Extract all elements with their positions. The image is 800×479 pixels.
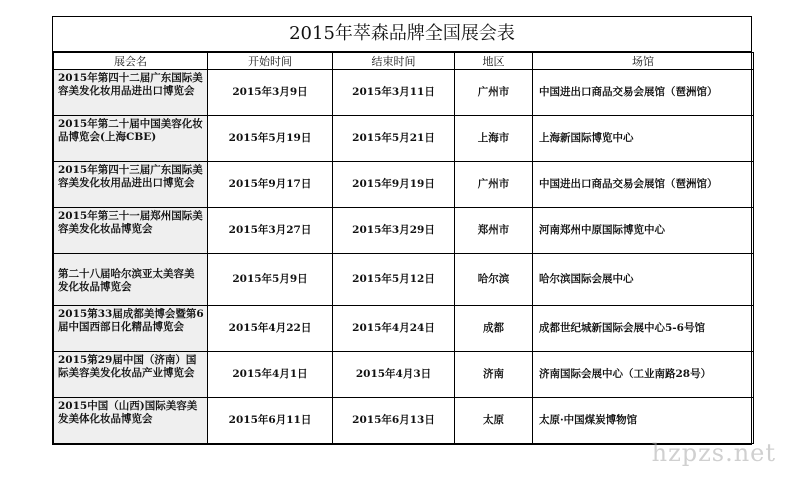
end-date: 2015年4月3日: [333, 352, 455, 398]
end-date: 2015年3月29日: [333, 208, 455, 254]
venue: 上海新国际博览中心: [533, 116, 754, 162]
header-name: 展会名: [54, 53, 208, 70]
end-date: 2015年4月24日: [333, 306, 455, 352]
exhibition-table: [52, 16, 752, 445]
start-date: 2015年9月17日: [208, 162, 333, 208]
header-region: 地区: [455, 53, 533, 70]
region: 郑州市: [455, 208, 533, 254]
header-end: 结束时间: [333, 53, 455, 70]
end-date: 2015年6月13日: [333, 398, 455, 444]
table-row: [54, 398, 754, 444]
watermark-text: hzpzs.net: [651, 439, 776, 467]
table-row: [54, 208, 754, 254]
exhibition-name: 2015年第四十三届广东国际美容美发化妆用品进出口博览会: [54, 162, 208, 208]
header-start: 开始时间: [208, 53, 333, 70]
table-row: [54, 162, 754, 208]
venue: 成都世纪城新国际会展中心5-6号馆: [533, 306, 754, 352]
start-date: 2015年6月11日: [208, 398, 333, 444]
venue: 济南国际会展中心（工业南路28号）: [533, 352, 754, 398]
exhibition-name: 2015年第四十二届广东国际美容美发化妆用品进出口博览会: [54, 70, 208, 116]
end-date: 2015年5月12日: [333, 254, 455, 306]
end-date: 2015年3月11日: [333, 70, 455, 116]
start-date: 2015年5月19日: [208, 116, 333, 162]
venue: 中国进出口商品交易会展馆（琶洲馆）: [533, 70, 754, 116]
venue: 哈尔滨国际会展中心: [533, 254, 754, 306]
venue: 中国进出口商品交易会展馆（琶洲馆）: [533, 162, 754, 208]
exhibition-schedule: [53, 52, 754, 444]
start-date: 2015年4月1日: [208, 352, 333, 398]
start-date: 2015年3月9日: [208, 70, 333, 116]
region: 济南: [455, 352, 533, 398]
region: 太原: [455, 398, 533, 444]
table-row: [54, 116, 754, 162]
exhibition-name: 2015第33届成都美博会暨第6届中国西部日化精品博览会: [54, 306, 208, 352]
table-row: [54, 352, 754, 398]
table-row: [54, 70, 754, 116]
table-row: [54, 254, 754, 306]
header-venue: 场馆: [533, 53, 754, 70]
table-row: [54, 306, 754, 352]
start-date: 2015年5月9日: [208, 254, 333, 306]
venue: 河南郑州中原国际博览中心: [533, 208, 754, 254]
header-row: [54, 53, 754, 70]
start-date: 2015年4月22日: [208, 306, 333, 352]
exhibition-name: 第二十八届哈尔滨亚太美容美发化妆品博览会: [54, 254, 208, 306]
region: 广州市: [455, 70, 533, 116]
exhibition-name: 2015中国（山西)国际美容美发美体化妆品博览会: [54, 398, 208, 444]
region: 上海市: [455, 116, 533, 162]
end-date: 2015年9月19日: [333, 162, 455, 208]
region: 广州市: [455, 162, 533, 208]
exhibition-name: 2015年第三十一届郑州国际美容美发化妆品博览会: [54, 208, 208, 254]
start-date: 2015年3月27日: [208, 208, 333, 254]
region: 哈尔滨: [455, 254, 533, 306]
exhibition-name: 2015第29届中国（济南）国际美容美发化妆品产业博览会: [54, 352, 208, 398]
exhibition-name: 2015年第二十届中国美容化妆品博览会(上海CBE): [54, 116, 208, 162]
venue: 太原·中国煤炭博物馆: [533, 398, 754, 444]
end-date: 2015年5月21日: [333, 116, 455, 162]
region: 成都: [455, 306, 533, 352]
table-title: 2015年萃森品牌全国展会表: [53, 17, 751, 52]
